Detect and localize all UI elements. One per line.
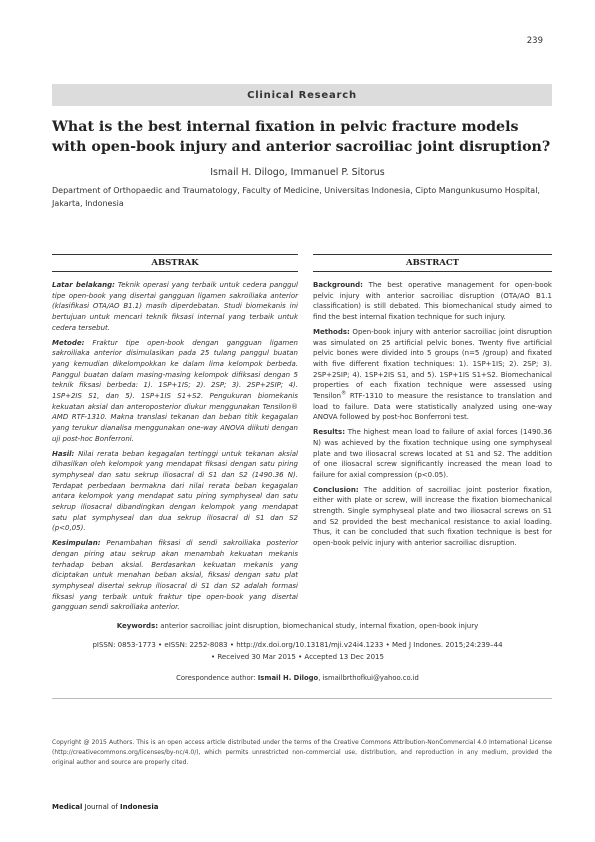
- abstract-background-label: Background:: [313, 281, 363, 289]
- footer-journal: Journal of: [82, 803, 121, 811]
- copyright-notice: Copyright @ 2015 Authors. This is an open access article distributed under the terms of the Creative Commons Attribution-NonCommercial 4.0 International License (http://creativecommons.org/licenses/by-nc/4.0/), which permits unrestricted non-commercial use, distribution, and reproduction in any medium, provided the original author and source are properly cited.: [52, 739, 552, 766]
- corr-email: , ismailbrthofkui@yahoo.co.id: [318, 674, 419, 682]
- corr-name: Ismail H. Dilogo: [257, 674, 319, 682]
- abstrak-latar-text: Teknik operasi yang terbaik untuk cedera panggul tipe open-book yang disertai gangguan ligamen sakroiliaka anterior (klasifikasi OTA/AO B1.1) masih diperdebatan. Studi biomekanis ini bertujuan untuk mencari teknik fiksasi internal yang terbaik untuk cedera tersebut.: [52, 281, 298, 332]
- abstrak-kesimpulan-text: Penambahan fiksasi di sendi sakroiliaka posterior dengan piring atau sekrup akan menambah kekuatan mekanis terhadap beban aksial. Berdasarkan kekuatan mekanis yang diciptakan untuk menahan beban aksial, fiksasi dengan satu plat symphyseal disertai sekrup iliosacral di S1 dan S2 adalah formasi fiksasi yang terbaik untuk fraktur tipe open-book yang disertai gangguan sendi sakroiliaka anterior.: [52, 539, 298, 612]
- footer-medical: Medical: [52, 803, 83, 811]
- abstrak-hasil-text: Nilai rerata beban kegagalan tertinggi untuk tekanan aksial dihasilkan oleh kelompok yang mendapat fiksasi dengan satu piring symphyseal dan satu sekrup iliosacral di S1 dan S2 (1490.36 N). Terdapat perbedaan bermakna dari nilai rerata beban kegagalan antara kelompok yang mendapat satu piring symphyseal dan satu sekrup iliosacral dibandingkan dengan kelompok yang mendapat satu plat symphyseal dan dua sekrup iliosacral di S1 dan S2 (p<0,05).: [52, 449, 298, 533]
- abstract-conclusion-label: Conclusion:: [313, 485, 359, 494]
- abstrak-body: [52, 280, 298, 617]
- abstrak-hasil: [52, 449, 298, 535]
- pubinfo-line1: pISSN: 0853-1773 • eISSN: 2252-8083 • http://dx.doi.org/10.13181/mji.v24i4.1233 • Med J Indones. 2015;24:239–44: [92, 641, 503, 649]
- abstract-results: [313, 427, 552, 481]
- corr-label: Corespondence author:: [176, 674, 258, 682]
- abstract-methods-text-b: RTF-1310 to measure the resistance to translation and load to failure. Data were statistically analyzed using one-way ANOVA followed by post-hoc Bonferroni test.: [313, 392, 552, 422]
- abstract-conclusion: [313, 485, 552, 549]
- journal-footer: [52, 803, 158, 811]
- page-number: 239: [526, 36, 543, 46]
- abstract-body: [313, 280, 552, 553]
- abstrak-kesimpulan-label: Kesimpulan:: [52, 539, 101, 548]
- abstract-conclusion-text: The addition of sacroiliac joint posterior fixation, either with plate or screw, will increase the fixation biomechanical strength. Single symphyseal plate and two iliosacral screws on S1 and S2 provided the best mechanical resistance to axial loading. Thus, it can be concluded that such fixation technique is best for open-book pelvic injury with anterior sacroiliac disruption.: [313, 485, 552, 548]
- abstract-results-label: Results:: [313, 428, 345, 437]
- authors: Ismail H. Dilogo, Immanuel P. Sitorus: [210, 167, 385, 178]
- divider: [52, 698, 552, 699]
- abstrak-heading: ABSTRAK: [52, 254, 298, 272]
- abstrak-hasil-label: Hasil:: [52, 449, 75, 458]
- keywords: [0, 622, 595, 630]
- abstrak-kesimpulan: [52, 538, 298, 613]
- affiliation: Department of Orthopaedic and Traumatology, Faculty of Medicine, Universitas Indonesia, Cipto Mangunkusumo Hospital, Jakarta, Indonesia: [52, 186, 540, 208]
- correspondence: [0, 674, 595, 682]
- publication-info: [0, 639, 595, 663]
- article-title: What is the best internal fixation in pelvic fracture models with open-book injury and anterior sacroiliac joint disruption?: [52, 119, 551, 155]
- abstract-heading: ABSTRACT: [313, 254, 552, 272]
- abstrak-metode-label: Metode:: [52, 338, 85, 347]
- abstract-background: [313, 280, 552, 323]
- keywords-label: Keywords:: [116, 622, 159, 630]
- abstrak-latar-label: Latar belakang:: [52, 281, 115, 289]
- keywords-text: anterior sacroiliac joint disruption, biomechanical study, internal fixation, open-book injury: [158, 622, 479, 630]
- footer-indonesia: Indonesia: [120, 803, 159, 811]
- abstract-results-text: The highest mean load to failure of axial forces (1490.36 N) was achieved by the fixation technique using one symphyseal plate and two iliosacral screws located at S1 and S2. The addition of one iliosacral screw significantly increased the mean load to failure for axial compression (p<0.05).: [313, 428, 552, 479]
- abstract-background-text: The best operative management for open-book pelvic injury with anterior sacroiliac disruption (OTA/AO B1.1 classification) is still debated. This biomechanical study aimed to find the best internal fixation technique for such injury.: [313, 281, 552, 322]
- abstrak-metode: [52, 338, 298, 445]
- registered-mark: ®: [341, 390, 347, 397]
- abstract-methods: [313, 327, 552, 423]
- pubinfo-line2: • Received 30 Mar 2015 • Accepted 13 Dec 2015: [211, 653, 384, 661]
- abstrak-metode-text: Fraktur tipe open-book dengan gangguan ligamen sakroiliaka anterior disimulasikan pada 25 tulang panggul buatan yang kemudian dikelompokkan ke dalam lima kelompok berbeda. Panggul buatan dalam masing-masing kelompok difiksasi dengan 5 teknik fiksasi berbeda: 1). 1SP+1IS; 2). 2SP; 3). 2SP+2SIP; 4). 1SP+2IS S1, dan 5). 1SP+1IS S1+S2. Pengukuran biomekanis kekuatan aksial dan anteroposterior diukur menggunakan Tensilon® AMD RTF-1310. Makna translasi tekanan dan beban titik kegagalan yang terukur dianalisa menggunakan one-way ANOVA diikuti dengan uji post-hoc Bonferroni.: [52, 338, 298, 443]
- abstract-methods-text-a: Open-book injury with anterior sacroiliac joint disruption was simulated on 25 artificial pelvic bones. Twenty five artificial pelvic bones were divided into 5 groups (n=5 /group) and fixated with five different fixation techniques: 1). 1SP+1IS; 2). 2SP; 3). 2SP+2SIP; 4). 1SP+2IS S1, and 5). 1SP+1IS S1+S2. Biomechanical properties of each fixation technique were assessed using Tensilon: [313, 327, 552, 401]
- abstrak-latar: [52, 280, 298, 334]
- abstract-methods-label: Methods:: [313, 327, 350, 336]
- section-label: Clinical Research: [52, 84, 552, 106]
